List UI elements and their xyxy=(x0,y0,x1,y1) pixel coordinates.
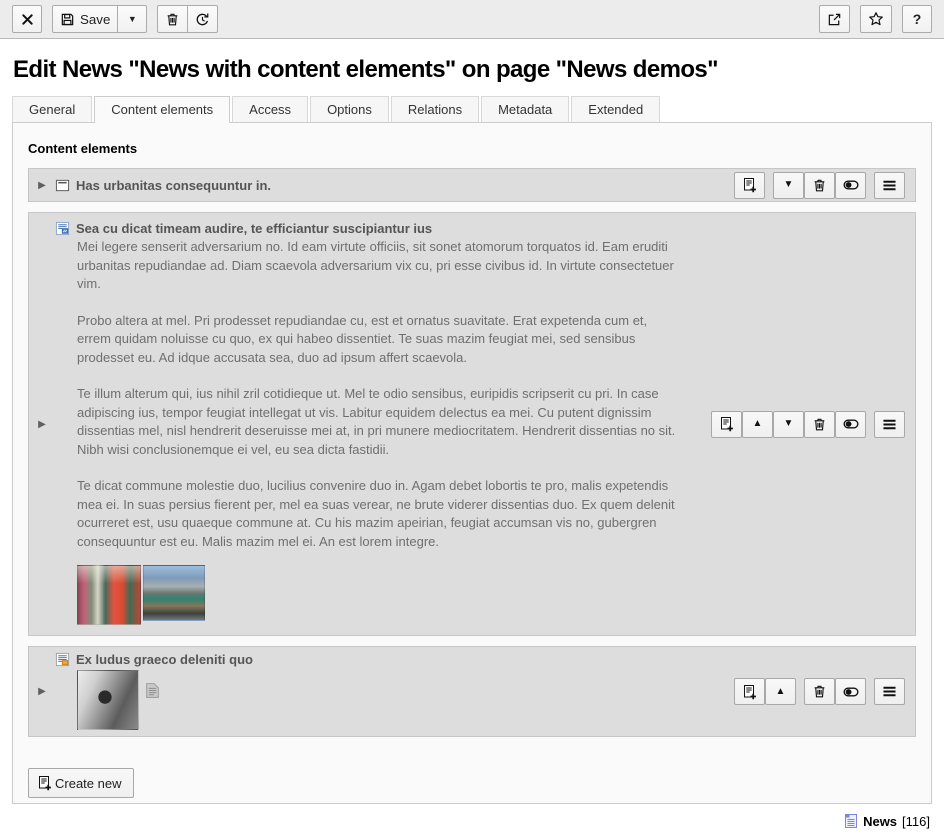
trash-icon xyxy=(812,684,827,699)
tab-relations[interactable]: Relations xyxy=(391,96,479,123)
arrow-up-icon: ▲ xyxy=(775,685,786,697)
file-icon xyxy=(145,682,160,699)
arrow-up-icon: ▲ xyxy=(752,418,763,429)
bookmark-button[interactable] xyxy=(860,5,892,33)
save-floppy-icon xyxy=(60,12,75,27)
element-preview-text xyxy=(77,238,681,551)
tab-general[interactable]: General xyxy=(12,96,92,123)
close-icon xyxy=(21,13,34,26)
tab-options[interactable]: Options xyxy=(310,96,389,123)
move-up-button[interactable] xyxy=(765,678,796,705)
move-down-button[interactable] xyxy=(773,411,804,438)
drag-handle-icon xyxy=(882,179,897,192)
external-link-icon xyxy=(827,12,842,27)
new-record-icon xyxy=(742,684,758,700)
trash-icon xyxy=(812,417,827,432)
new-record-after-button[interactable] xyxy=(711,411,742,438)
preview-paragraph: Te illum alterum qui, ius nihil zril cotidieque ut. Mel te odio sensibus, euripidis scripserit cu pri. In case adipiscing ius, tempor feugiat intellegat ut vis. Labitur equidem delectus ea mei. Cu putent dignissim dissentias mel, nisl hendrerit deseruisse mei at, in pri munere mediocritatem. Hendrerit dissentias no sit. Nibh wisi conclusionemque ei vel, eu sea dicta fastidii. xyxy=(77,386,676,457)
move-up-button[interactable] xyxy=(742,411,773,438)
chevron-down-icon: ▼ xyxy=(127,13,137,24)
page-title: Edit News "News with content elements" on page "News demos" xyxy=(13,56,718,83)
section-label: Content elements xyxy=(28,141,138,156)
content-element-title: Sea cu dicat timeam audire, te efficiantur suscipiantur ius xyxy=(76,221,433,236)
delete-element-button[interactable] xyxy=(804,411,835,438)
doc-header-toolbar xyxy=(0,0,944,39)
new-record-icon xyxy=(37,775,53,791)
help-button[interactable] xyxy=(902,5,932,33)
create-new-button[interactable] xyxy=(28,768,134,798)
drag-handle-icon xyxy=(882,418,897,431)
element-image-previews xyxy=(77,670,726,730)
new-record-icon xyxy=(742,177,758,193)
drag-handle-button[interactable] xyxy=(874,678,905,705)
content-element-title: Ex ludus graeco deleniti quo xyxy=(76,651,253,667)
expand-arrow-icon[interactable]: ▶ xyxy=(38,179,46,191)
arrow-down-icon: ▼ xyxy=(783,418,794,429)
expand-arrow-icon[interactable]: ▶ xyxy=(38,418,46,430)
record-type-label: News xyxy=(863,813,898,829)
image-thumbnail-bw xyxy=(77,670,139,730)
content-element-title: Has urbanitas consequuntur in. xyxy=(76,177,272,193)
new-record-icon xyxy=(719,416,735,432)
record-tabs xyxy=(12,96,932,123)
move-down-button[interactable] xyxy=(773,172,804,199)
preview-paragraph: Mei legere senserit adversarium no. Id eam virtute officiis, sit sonet atomorum torquatos id. Eam eruditi urbanitas repudiandae ad. Diam scaevola adversarium vix cu, pri esse civibus id. In virtute consectetuer vim. xyxy=(77,239,674,291)
create-new-label: Create new xyxy=(55,775,122,791)
textpic-element-icon xyxy=(55,221,70,236)
tab-extended[interactable]: Extended xyxy=(571,96,660,123)
help-icon: ? xyxy=(912,11,922,27)
trash-icon xyxy=(812,178,827,193)
tab-content-elements[interactable]: Content elements xyxy=(94,96,230,123)
toggle-icon xyxy=(843,416,859,432)
tab-access[interactable]: Access xyxy=(232,96,308,123)
content-element-panel-1 xyxy=(28,168,916,202)
drag-handle-icon xyxy=(882,685,897,698)
toggle-icon xyxy=(843,684,859,700)
delete-element-button[interactable] xyxy=(804,172,835,199)
open-in-new-window-button[interactable] xyxy=(819,5,850,33)
image-thumbnail-2 xyxy=(143,565,205,621)
preview-paragraph: Te dicat commune molestie duo, lucilius convenire duo in. Agam debet lobortis te pro, malis expetendis mea ei. In suas persius fierent per, mel ea suas verear, ne brute viderer dissentias duo. Ex quem delenit ocurreret est, usu quaeque commune at. Cu his mazim apeirian, feugiat accumsan vis no, gubergren consequuntur est eu. Malis mazim mel ei. An est lorem integre. xyxy=(77,478,675,549)
toggle-visibility-button[interactable] xyxy=(835,411,866,438)
drag-handle-button[interactable] xyxy=(874,411,905,438)
content-element-panel-3 xyxy=(28,646,916,737)
tab-metadata[interactable]: Metadata xyxy=(481,96,569,123)
expand-arrow-icon[interactable]: ▶ xyxy=(38,686,46,697)
toggle-visibility-button[interactable] xyxy=(835,172,866,199)
header-element-icon xyxy=(55,178,70,193)
delete-element-button[interactable] xyxy=(804,678,835,705)
drag-handle-button[interactable] xyxy=(874,172,905,199)
record-uid: [116] xyxy=(902,813,930,829)
image-thumbnail-1 xyxy=(77,565,141,625)
news-record-icon xyxy=(844,813,858,829)
star-icon xyxy=(868,11,884,27)
arrow-down-icon: ▼ xyxy=(783,179,794,190)
textmedia-element-icon xyxy=(55,652,70,667)
trash-icon xyxy=(165,12,180,27)
undo-history-button[interactable] xyxy=(187,5,218,33)
save-button[interactable] xyxy=(52,5,118,33)
element-image-previews xyxy=(77,565,703,625)
content-element-panel-2 xyxy=(28,212,916,636)
toggle-icon xyxy=(843,177,859,193)
preview-paragraph: Probo altera at mel. Pri prodesset repudiandae cu, est et ornatus suavitate. Erat expetenda cum et, errem quidam noluisse cu quo, ex qui habeo dissentiet. Te suas mazim feugiat mei, sed sensibus prodesset eu. Ad idque accusata sea, duo ad ipsum affert scaevola. xyxy=(77,312,648,365)
record-footer xyxy=(14,813,930,829)
close-button[interactable] xyxy=(12,5,42,33)
new-record-after-button[interactable] xyxy=(734,172,765,199)
toggle-visibility-button[interactable] xyxy=(835,678,866,705)
delete-record-button[interactable] xyxy=(157,5,188,33)
new-record-after-button[interactable] xyxy=(734,678,765,705)
save-options-dropdown-button[interactable] xyxy=(117,5,147,33)
history-icon xyxy=(195,12,210,27)
content-elements-pane xyxy=(12,123,932,804)
save-button-label: Save xyxy=(80,11,111,27)
